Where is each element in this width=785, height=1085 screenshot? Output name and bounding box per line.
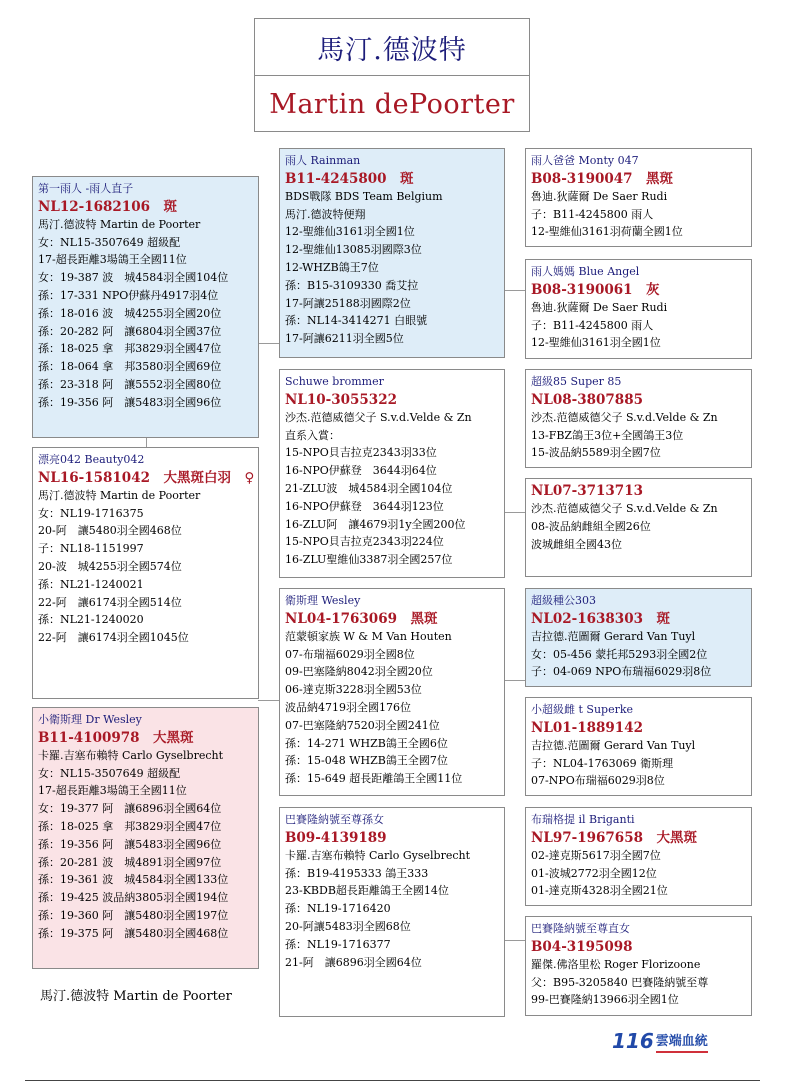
brand-logo [612, 1031, 708, 1053]
pedigree-line: 沙杰.范德威德父子 S.v.d.Velde & Zn [531, 502, 718, 515]
pedigree-line: 直系入賞： [285, 428, 340, 442]
pedigree-line: 16-NPO伊蘇登 3644羽64位 [285, 464, 437, 478]
pedigree-line: 孫：15-649 超長距離鴿王全國11位 [285, 772, 463, 786]
pedigree-box-subject [32, 176, 259, 438]
pigeon-name: Schuwe brommer [285, 375, 384, 388]
pedigree-line: 12-聖維仙3161羽全國1位 [285, 225, 415, 239]
pedigree-line: 13-FBZ鴿王3位+全國鴿王3位 [531, 428, 684, 442]
ring-number: B11-4100978 大黑斑 [38, 729, 194, 746]
pigeon-name: 雨人媽媽 Blue Angel [531, 265, 640, 278]
pedigree-line: 孫：NL21-1240020 [38, 613, 144, 627]
pedigree-line: 子：NL18-1151997 [38, 542, 144, 556]
pedigree-line: 羅傑.佛洛里松 Roger Florizoone [531, 957, 701, 971]
ring-number: NL04-1763069 黑斑 [285, 610, 438, 627]
ring-number: NL97-1967658 大黑斑 [531, 829, 697, 846]
pedigree-box-rainman [279, 148, 505, 358]
pigeon-name: 雨人 Rainman [285, 154, 361, 167]
pedigree-line: 沙杰.范德威德父子 S.v.d.Velde & Zn [531, 410, 718, 424]
pedigree-line: 馬汀.德波特便翔 [285, 207, 366, 221]
pedigree-line: 16-ZLU聖維仙3387羽全國257位 [285, 553, 453, 567]
pigeon-name: 衛斯理 Wesley [285, 594, 361, 607]
pedigree-box-dr-wesley [32, 707, 259, 969]
pedigree-line: 01-達克斯4328羽全國21位 [531, 884, 668, 898]
pedigree-line: 女：NL15-3507649 超級配 [38, 766, 181, 780]
pedigree-box-schuwe-brommer [279, 369, 505, 578]
pedigree-line: 孫：19-361 波 城4584羽全國133位 [38, 873, 229, 887]
pedigree-line: 孫：19-356 阿 讓5483羽全國96位 [38, 837, 222, 851]
pedigree-line: 孫：18-064 拿 邦3580羽全國69位 [38, 360, 222, 374]
pedigree-line: 09-巴塞隆納8042羽全國20位 [285, 665, 433, 679]
pedigree-line: 范蒙頓家族 W & M Van Houten [285, 629, 452, 643]
pedigree-line: 02-達克斯5617羽全國7位 [531, 848, 661, 862]
pedigree-line: 21-阿 讓6896羽全國64位 [285, 955, 422, 969]
pedigree-line: 卡羅.吉塞布賴特 Carlo Gyselbrecht [285, 848, 471, 862]
logo-number: 116 [612, 1029, 654, 1053]
pigeon-name: 巴賽隆納號至尊直女 [531, 922, 630, 935]
pedigree-line: 孫：17-331 NPO伊蘇丹4917羽4位 [38, 288, 219, 302]
pigeon-name: 布瑞格提 il Briganti [531, 813, 635, 826]
pedigree-line: 孫：15-048 WHZB鴿王全國7位 [285, 754, 448, 768]
pedigree-line: 魯迪.狄薩爾 De Saer Rudi [531, 300, 668, 314]
ring-number: B04-3195098 [531, 938, 633, 955]
pedigree-line: 子：B11-4245800 雨人 [531, 318, 654, 332]
pedigree-line: 沙杰.范德威德父子 S.v.d.Velde & Zn [285, 410, 472, 424]
connector [505, 680, 525, 681]
pedigree-line: 子：04-069 NPO布瑞福6029羽8位 [531, 665, 712, 679]
pedigree-line: 12-聖維仙13085羽國際3位 [285, 243, 422, 257]
ring-number: NL10-3055322 [285, 391, 397, 408]
connector [505, 290, 525, 291]
pedigree-line: 07-布瑞福6029羽全國8位 [285, 647, 415, 661]
pedigree-line: 15-NPO貝吉拉克2343羽33位 [285, 446, 437, 460]
ring-number: B11-4245800 斑 [285, 170, 414, 187]
pedigree-line: 孫：NL21-1240021 [38, 577, 144, 591]
pigeon-name: 漂亮042 Beauty042 [38, 453, 145, 466]
pedigree-line: 孫：19-425 波品納3805羽全國194位 [38, 891, 229, 905]
pigeon-name: 超級85 Super 85 [531, 375, 622, 388]
pedigree-line: 08-波品納雌組全國26位 [531, 519, 651, 533]
header-name-english: Martin dePoorter [269, 88, 515, 120]
pedigree-line: 07-巴塞隆納7520羽全國241位 [285, 718, 440, 732]
logo-text: 雲端血統 [656, 1030, 708, 1053]
pedigree-line: 23-KBDB超長距離鴿王全國14位 [285, 884, 449, 898]
pedigree-line: 06-達克斯3228羽全國53位 [285, 683, 422, 697]
pedigree-line: 孫：B15-3109330 喬艾拉 [285, 278, 419, 292]
pedigree-line: 01-波城2772羽全國12位 [531, 866, 657, 880]
pedigree-line: 吉拉德.范圖爾 Gerard Van Tuyl [531, 738, 696, 752]
pedigree-line: 女：NL19-1716375 [38, 506, 144, 520]
pedigree-line: 21-ZLU波 城4584羽全國104位 [285, 481, 453, 495]
pedigree-line: 17-阿讓6211羽全國5位 [285, 332, 404, 346]
pedigree-box-super85 [525, 369, 752, 468]
ring-number: B08-3190061 灰 [531, 281, 660, 298]
pedigree-line: 07-NPO布瑞福6029羽8位 [531, 774, 665, 788]
pedigree-line: 孫：19-375 阿 讓5480羽全國468位 [38, 926, 229, 940]
pigeon-name: 超級種公303 [531, 594, 596, 607]
pedigree-box-monty [525, 148, 752, 247]
pedigree-line: 女：19-387 波 城4584羽全國104位 [38, 271, 229, 285]
pedigree-box-blue-angel [525, 259, 752, 359]
pedigree-line: 子：B11-4245800 雨人 [531, 207, 654, 221]
pedigree-box-superking-303 [525, 588, 752, 687]
pedigree-line: 女：NL15-3507649 超級配 [38, 235, 181, 249]
pedigree-line: 魯迪.狄薩爾 De Saer Rudi [531, 189, 668, 203]
pedigree-line: 20-阿 讓5480羽全國468位 [38, 524, 182, 538]
connector [505, 512, 525, 513]
pedigree-line: 17-超長距離3場鴿王全國11位 [38, 784, 187, 798]
pedigree-line: 孫：20-282 阿 讓6804羽全國37位 [38, 324, 222, 338]
ring-number: NL08-3807885 [531, 391, 643, 408]
pedigree-line: 孫：19-360 阿 讓5480羽全國197位 [38, 908, 229, 922]
pedigree-line: 17-超長距離3場鴿王全國11位 [38, 253, 187, 267]
pedigree-box-dam [32, 447, 259, 699]
pedigree-line: BDS戰隊 BDS Team Belgium [285, 189, 443, 203]
pedigree-line: 女：05-456 蒙托邦5293羽全國2位 [531, 647, 708, 661]
ring-number: B08-3190047 黑斑 [531, 170, 674, 187]
pedigree-line: 20-波 城4255羽全國574位 [38, 559, 182, 573]
pedigree-line: 12-聖維仙3161羽荷蘭全國1位 [531, 225, 683, 239]
pedigree-box-nl07 [525, 478, 752, 577]
pedigree-box-barcelona-daughter [525, 916, 752, 1016]
pedigree-line: 孫：18-025 拿 邦3829羽全國47位 [38, 342, 222, 356]
pedigree-line: 17-阿讓25188羽國際2位 [285, 296, 411, 310]
pedigree-line: 22-阿 讓6174羽全國514位 [38, 595, 182, 609]
ring-number: NL12-1682106 斑 [38, 198, 177, 215]
pedigree-line: 22-阿 讓6174羽全國1045位 [38, 631, 189, 645]
bottom-divider [25, 1080, 760, 1081]
pedigree-line: 孫：18-016 波 城4255羽全國20位 [38, 306, 222, 320]
pigeon-name: 巴賽隆納號至尊孫女 [285, 813, 384, 826]
connector [146, 437, 147, 447]
pedigree-line: 女：19-377 阿 讓6896羽全國64位 [38, 802, 222, 816]
pedigree-line: 馬汀.德波特 Martin de Poorter [38, 217, 201, 231]
pedigree-line: 16-NPO伊蘇登 3644羽123位 [285, 499, 444, 513]
pedigree-line: 孫：20-281 波 城4891羽全國97位 [38, 855, 222, 869]
pedigree-line: 孫：23-318 阿 讓5552羽全國80位 [38, 377, 222, 391]
ring-number: NL07-3713713 [531, 483, 643, 499]
pedigree-line: 馬汀.德波特 Martin de Poorter [38, 488, 201, 502]
pedigree-line: 12-WHZB鴿王7位 [285, 260, 379, 274]
pedigree-line: 卡羅.吉塞布賴特 Carlo Gyselbrecht [38, 748, 224, 762]
pedigree-line: 波品納4719羽全國176位 [285, 700, 411, 714]
ring-number: NL16-1581042 大黑斑白羽 ♀ [38, 469, 255, 486]
pedigree-box-superke [525, 697, 752, 796]
pigeon-name: 小衛斯理 Dr Wesley [38, 713, 142, 726]
ring-number: NL01-1889142 [531, 719, 643, 736]
pedigree-line: 孫：B19-4195333 鴿王333 [285, 866, 429, 880]
pedigree-line: 16-ZLU阿 讓4679羽1y全國200位 [285, 517, 466, 531]
ring-number: NL02-1638303 斑 [531, 610, 670, 627]
connector [505, 940, 525, 941]
pedigree-line: 15-NPO貝吉拉克2343羽224位 [285, 535, 444, 549]
pedigree-box-barcelona-granddaughter [279, 807, 505, 1017]
pedigree-line: 波城雌組全國43位 [531, 537, 622, 551]
pedigree-line: 孫：NL19-1716420 [285, 902, 391, 916]
connector [258, 343, 280, 344]
pedigree-line: 孫：NL14-3414271 白眼號 [285, 314, 428, 328]
pedigree-line: 孫：14-271 WHZB鴿王全國6位 [285, 736, 448, 750]
pedigree-line: 父：B95-3205840 巴賽隆納號至尊 [531, 975, 709, 989]
pedigree-line: 12-聖維仙3161羽全國1位 [531, 336, 661, 350]
owner-signature: 馬汀.德波特 Martin de Poorter [40, 989, 232, 1004]
pedigree-line: 吉拉德.范圖爾 Gerard Van Tuyl [531, 629, 696, 643]
pedigree-box-wesley [279, 588, 505, 796]
pedigree-line: 15-波品納5589羽全國7位 [531, 446, 661, 460]
header-name-chinese: 馬汀.德波特 [255, 19, 529, 76]
pedigree-header [254, 18, 530, 132]
pedigree-box-briganti [525, 807, 752, 906]
pigeon-name: 小超級雌 t Superke [531, 703, 634, 716]
pedigree-line: 孫：19-356 阿 讓5483羽全國96位 [38, 395, 222, 409]
pedigree-line: 孫：NL19-1716377 [285, 937, 391, 951]
pedigree-line: 99-巴賽隆納13966羽全國1位 [531, 993, 679, 1007]
pedigree-line: 20-阿讓5483羽全國68位 [285, 919, 411, 933]
pedigree-line: 子：NL04-1763069 衛斯理 [531, 756, 674, 770]
pedigree-line: 孫：18-025 拿 邦3829羽全國47位 [38, 819, 222, 833]
pigeon-name: 第一雨人 -雨人直子 [38, 182, 134, 195]
pigeon-name: 雨人爸爸 Monty 047 [531, 154, 639, 167]
ring-number: B09-4139189 [285, 829, 387, 846]
